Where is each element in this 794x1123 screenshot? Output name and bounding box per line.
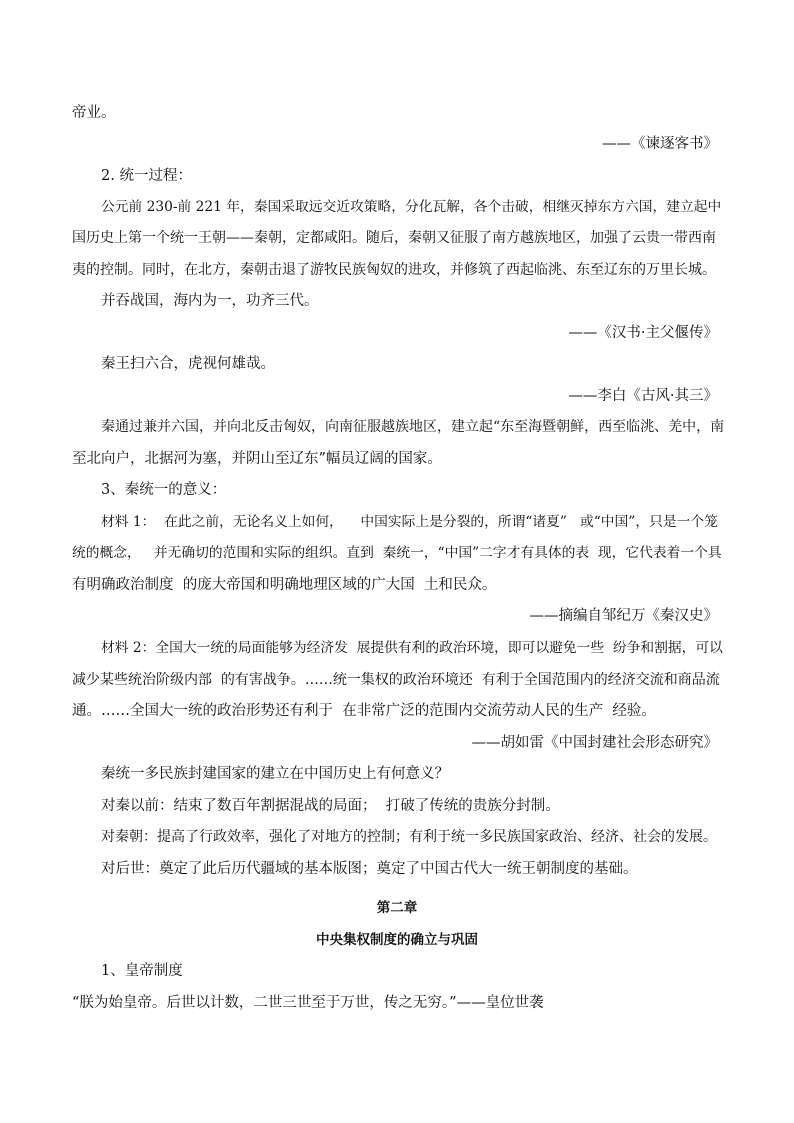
material-line: 减少某些统治阶级内部 的有害战争。……统一集权的政治环境还 有利于全国范围内的经济交流和商品流 [72, 672, 720, 688]
citation: ——《汉书·主父偃传》 [568, 325, 718, 341]
citation: ——《谏逐客书》 [602, 136, 718, 152]
answer-line: 对后世：奠定了此后历代疆域的基本版图；奠定了中国古代大一统王朝制度的基础。 [101, 861, 638, 877]
material-line: 统的概念， 并无确切的范围和实际的组织。直到 秦统一，“中国”二字才有具体的表 现，它代表着一个具 [72, 545, 722, 561]
chapter-subtitle: 中央集权制度的确立与巩固 [316, 932, 478, 948]
quote-line: 并吞战国，海内为一，功齐三代。 [101, 293, 319, 309]
material-line: 通。……全国大一统的政治形势还有利于 在非常广泛的范围内交流劳动人民的生产 经验。 [72, 703, 656, 719]
text-line: 夷的控制。同时，在北方，秦朝击退了游牧民族匈奴的进攻，并修筑了西起临洮、东至辽东的万里长城。 [72, 262, 716, 278]
section-heading: 1、皇帝制度 [101, 963, 183, 979]
chapter-title: 第二章 [376, 900, 418, 916]
text-line: 至北向户，北据河为塞，并阴山至辽东”幅员辽阔的国家。 [72, 451, 442, 467]
text-line: 秦通过兼并六国，并向北反击匈奴，向南征服越族地区，建立起“东至海暨朝鲜，西至临洮、羌中，南 [101, 419, 725, 435]
section-heading: 3、秦统一的意义： [101, 482, 227, 498]
quote-line: “朕为始皇帝。后世以计数，二世三世至于万世，传之无穷。”——皇位世袭 [72, 995, 544, 1011]
quote-line: 秦王扫六合，虎视何雄哉。 [101, 356, 275, 372]
question-line: 秦统一多民族封建国家的建立在中国历史上有何意义？ [101, 766, 449, 782]
citation: ——李白《古风·其三》 [568, 388, 718, 404]
section-heading: 2. 统一过程： [101, 168, 192, 184]
answer-line: 对秦以前：结束了数百年割据混战的局面； 打破了传统的贵族分封制。 [101, 798, 560, 814]
material-line: 材料 1： 在此之前，无论名义上如何， 中国实际上是分裂的，所谓“诸夏” 或“中国”，只是一个笼 [101, 514, 718, 530]
text-line: 公元前 230-前 221 年，秦国采取远交近攻策略，分化瓦解，各个击破，相继灭掉东方六国，建立起中 [101, 199, 722, 215]
text-line: 国历史上第一个统一王朝——秦朝，定都咸阳。随后，秦朝又征服了南方越族地区，加强了云贵一带西南 [72, 230, 716, 246]
text-line: 帝业。 [72, 105, 116, 121]
citation: ——摘编自邹纪万《秦汉史》 [529, 608, 718, 624]
material-line: 有明确政治制度 的庞大帝国和明确地理区域的广大国 土和民众。 [72, 577, 497, 593]
answer-line: 对秦朝：提高了行政效率，强化了对地方的控制；有利于统一多民族国家政治、经济、社会的发展。 [101, 829, 717, 845]
material-line: 材料 2：全国大一统的局面能够为经济发 展提供有利的政治环境，即可以避免一些 纷争和割据，可以 [101, 640, 723, 656]
citation: ——胡如雷《中国封建社会形态研究》 [471, 735, 718, 751]
